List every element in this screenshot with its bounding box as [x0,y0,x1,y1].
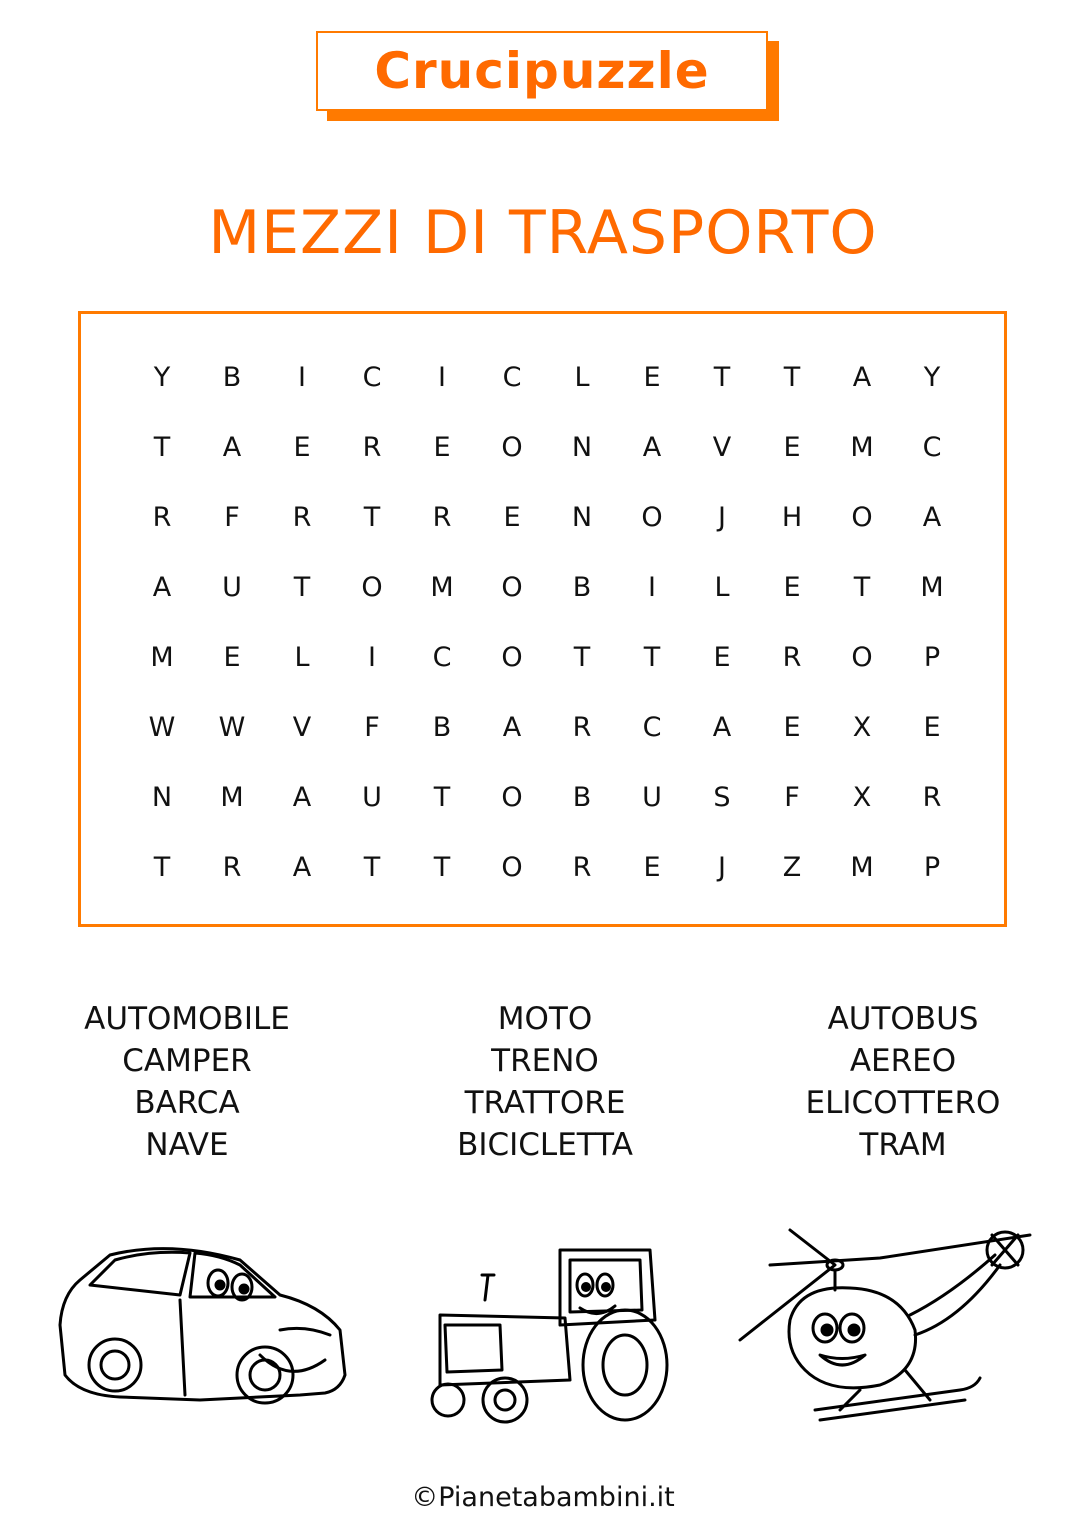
grid-letter: J [718,501,726,533]
grid-letter: T [783,361,801,393]
grid-letter: M [430,571,454,603]
grid-letter: E [223,641,241,673]
footer-credit [0,1482,1086,1513]
grid-letter: R [222,851,242,883]
grid-letter: Y [923,361,941,393]
grid-letter: R [292,501,312,533]
cartoon-tractor-icon [420,1240,680,1430]
letter-grid [127,342,967,902]
grid-letter: R [152,501,172,533]
page-title: MEZZI DI TRASPORTO [208,198,878,268]
grid-letter: F [784,781,800,813]
grid-letter: E [783,711,801,743]
grid-letter: T [433,781,451,813]
grid-letter: E [923,711,941,743]
grid-letter: A [292,851,312,883]
grid-letter: Z [782,851,802,883]
grid-letter: T [363,851,381,883]
grid-letter: O [501,641,523,673]
grid-letter: A [922,501,942,533]
grid-letter: M [850,431,874,463]
grid-letter: U [222,571,242,603]
grid-letter: N [151,781,173,813]
grid-letter: V [292,711,312,743]
cartoon-car-icon [50,1235,350,1435]
word-list-item: AEREO [849,1043,957,1079]
grid-letter: M [220,781,244,813]
grid-letter: O [361,571,383,603]
word-list-item: ELICOTTERO [805,1085,1001,1121]
grid-letter: T [153,431,171,463]
grid-letter: A [502,711,522,743]
grid-letter: N [571,431,593,463]
grid-letter: I [438,361,446,393]
grid-letter: X [852,711,872,743]
grid-letter: T [713,361,731,393]
grid-letter: A [852,361,872,393]
grid-letter: I [298,361,306,393]
copyright-symbol: © [411,1482,439,1513]
grid-letter: U [642,781,662,813]
grid-letter: F [224,501,240,533]
grid-letter: P [923,641,941,673]
word-list-item: TRATTORE [464,1085,626,1121]
grid-letter: F [364,711,380,743]
word-list-item: AUTOMOBILE [84,1001,290,1037]
grid-letter: O [851,501,873,533]
grid-letter: T [293,571,311,603]
grid-letter: T [153,851,171,883]
header-badge [316,31,768,111]
grid-letter: O [501,781,523,813]
grid-letter: C [362,361,382,393]
grid-letter: M [150,641,174,673]
grid-letter: R [782,641,802,673]
word-list-item: CAMPER [122,1043,252,1079]
grid-letter: T [853,571,871,603]
grid-letter: P [923,851,941,883]
grid-letter: B [572,781,592,813]
grid-letter: L [714,571,730,603]
grid-letter: W [218,711,246,743]
grid-letter: B [572,571,592,603]
word-list-column-3 [753,998,1053,1166]
grid-letter: T [433,851,451,883]
grid-letter: A [152,571,172,603]
grid-letter: R [572,711,592,743]
grid-letter: E [293,431,311,463]
grid-letter: N [571,501,593,533]
grid-letter: T [363,501,381,533]
grid-letter: C [502,361,522,393]
grid-letter: O [501,431,523,463]
cartoon-helicopter-icon [730,1210,1050,1425]
grid-letter: U [362,781,382,813]
grid-letter: L [294,641,310,673]
word-list-item: AUTOBUS [827,1001,979,1037]
grid-letter: R [922,781,942,813]
word-list-item: NAVE [145,1127,229,1163]
grid-letter: M [850,851,874,883]
grid-letter: B [432,711,452,743]
word-list-item: MOTO [497,1001,593,1037]
grid-letter: A [642,431,662,463]
word-list-item: BICICLETTA [457,1127,633,1163]
grid-letter: Y [153,361,171,393]
badge-label: Crucipuzzle [374,42,710,100]
grid-letter: O [641,501,663,533]
grid-letter: T [643,641,661,673]
grid-letter: C [922,431,942,463]
grid-letter: A [222,431,242,463]
grid-letter: O [501,851,523,883]
grid-letter: W [148,711,176,743]
word-list-column-1 [37,998,337,1166]
grid-letter: T [573,641,591,673]
grid-letter: R [362,431,382,463]
grid-letter: X [852,781,872,813]
grid-letter: V [712,431,732,463]
grid-letter: E [503,501,521,533]
grid-letter: E [643,361,661,393]
grid-letter: R [572,851,592,883]
grid-letter: O [501,571,523,603]
grid-letter: E [433,431,451,463]
grid-letter: O [851,641,873,673]
grid-letter: I [648,571,656,603]
grid-letter: L [574,361,590,393]
footer-site-name: Pianetabambini.it [438,1482,675,1513]
word-list-item: BARCA [134,1085,240,1121]
grid-letter: E [643,851,661,883]
grid-letter: S [713,781,731,813]
word-list-item: TRENO [491,1043,599,1079]
grid-letter: E [783,431,801,463]
grid-letter: I [368,641,376,673]
grid-letter: R [432,501,452,533]
grid-letter: H [781,501,803,533]
grid-letter: A [292,781,312,813]
grid-letter: J [718,851,726,883]
word-list-item: TRAM [859,1127,947,1163]
grid-letter: E [713,641,731,673]
grid-letter: C [432,641,452,673]
grid-letter: A [712,711,732,743]
word-list-column-2 [395,998,695,1166]
grid-letter: E [783,571,801,603]
grid-letter: B [222,361,242,393]
grid-letter: C [642,711,662,743]
grid-letter: M [920,571,944,603]
